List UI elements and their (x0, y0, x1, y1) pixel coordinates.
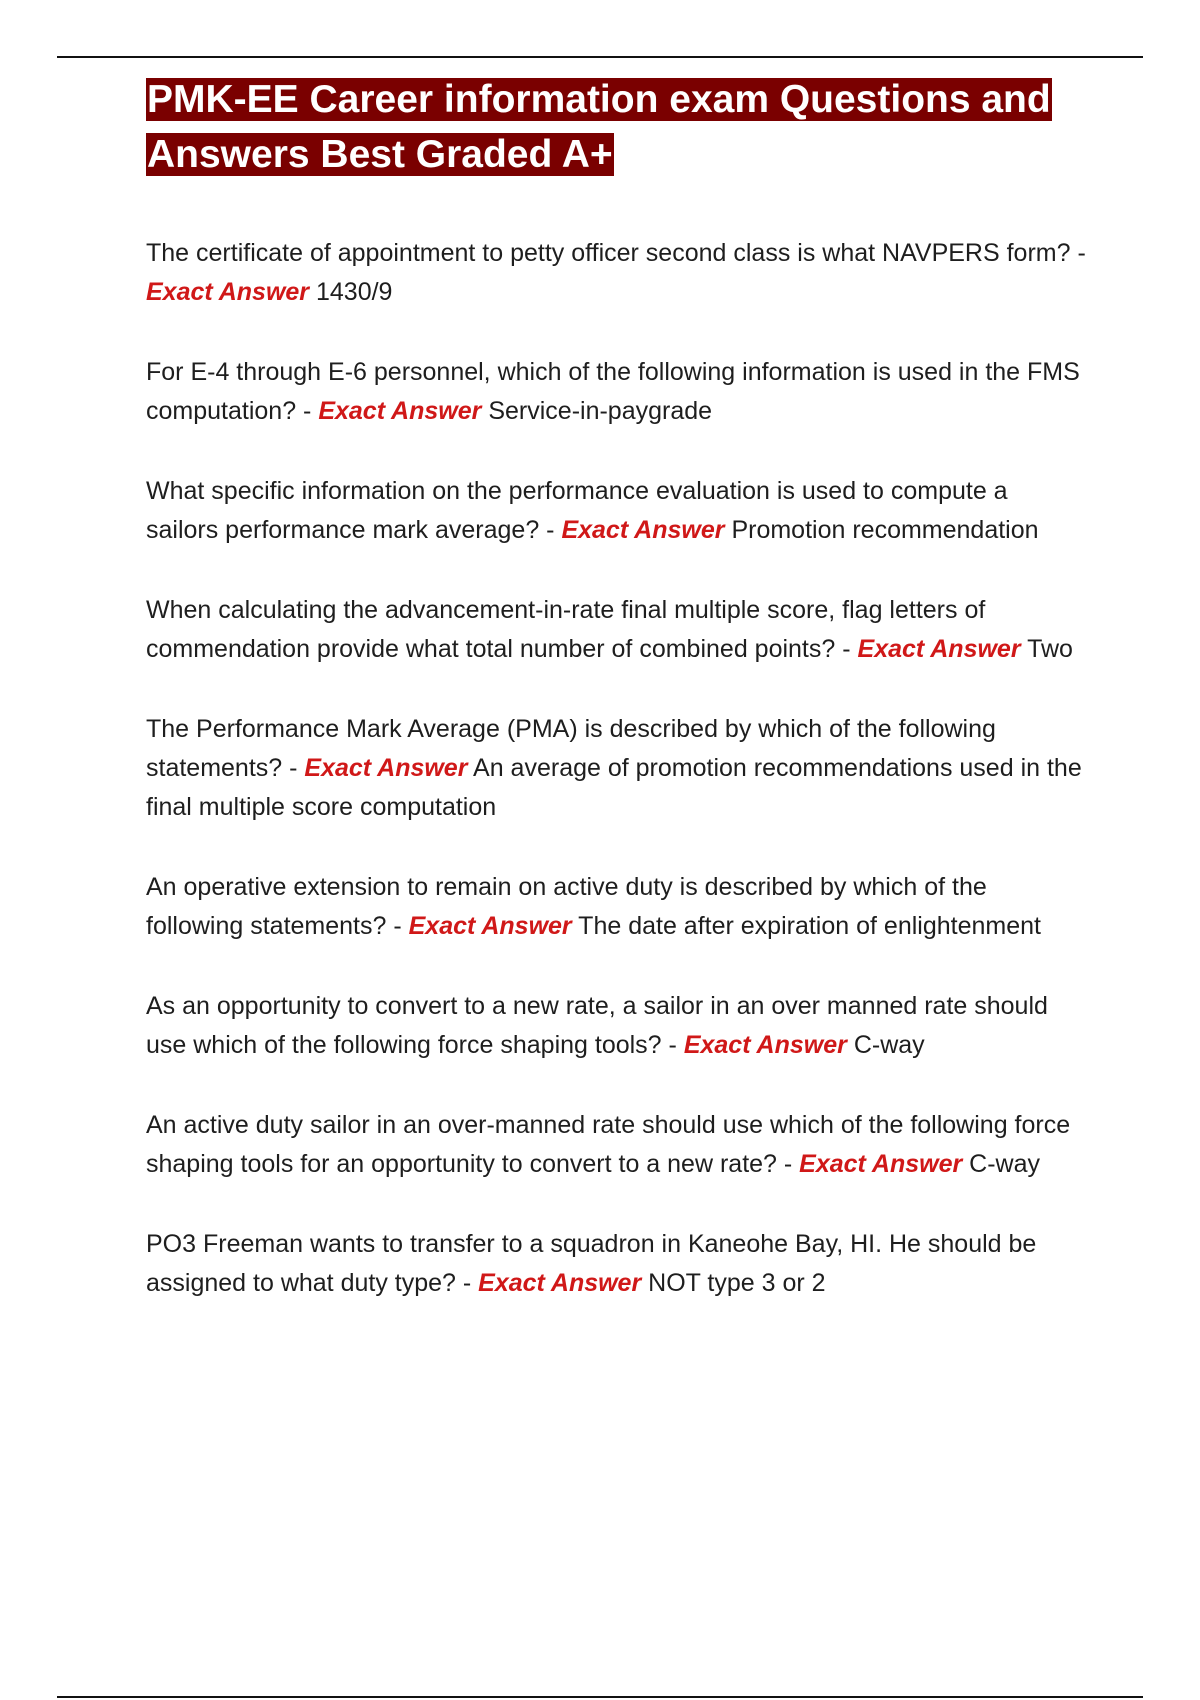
document-body (146, 72, 1086, 1344)
separator: - (776, 1150, 800, 1178)
answer-label: Exact Answer (561, 516, 725, 544)
separator: - (1070, 239, 1086, 267)
question-text: What specific information on the performance evaluation is used to compute a sailors performance mark average? (146, 477, 1008, 544)
answer-text: Two (1027, 635, 1073, 663)
answer-label: Exact Answer (146, 278, 310, 306)
qa-item (146, 868, 1086, 946)
answer-text: Promotion recommendation (731, 516, 1039, 544)
answer-text: The date after expiration of enlightenment (578, 912, 1041, 940)
answer-label: Exact Answer (478, 1269, 642, 1297)
separator: - (661, 1031, 684, 1059)
question-text: As an opportunity to convert to a new rate, a sailor in an over manned rate should use which of the following force shaping tools? (146, 992, 1048, 1059)
qa-item (146, 987, 1086, 1065)
question-text: The Performance Mark Average (PMA) is described by which of the following statements? (146, 715, 996, 782)
answer-label: Exact Answer (318, 397, 482, 425)
separator: - (386, 912, 409, 940)
separator: - (835, 635, 858, 663)
question-text: The certificate of appointment to petty officer second class is what NAVPERS form? (146, 239, 1071, 267)
separator: - (539, 516, 562, 544)
question-text: An active duty sailor in an over-manned rate should use which of the following force shaping tools for an opportunity to convert to a new rate? (146, 1111, 1071, 1178)
separator: - (282, 754, 305, 782)
question-text: PO3 Freeman wants to transfer to a squadron in Kaneohe Bay, HI. He should be assigned to what duty type? (146, 1230, 1037, 1297)
bottom-rule (57, 1696, 1143, 1698)
answer-text: An average of promotion recommendations used in the final multiple score computation (146, 754, 1082, 821)
question-text: When calculating the advancement-in-rate final multiple score, flag letters of commendation provide what total number of combined points? (146, 596, 986, 663)
qa-item (146, 472, 1086, 550)
answer-text: C-way (969, 1150, 1041, 1178)
document-title (146, 72, 1086, 182)
qa-item (146, 353, 1086, 431)
answer-label: Exact Answer (857, 635, 1021, 663)
question-text: For E-4 through E-6 personnel, which of the following information is used in the FMS computation? (146, 358, 1080, 425)
answer-label: Exact Answer (799, 1150, 963, 1178)
separator: - (296, 397, 319, 425)
qa-list (146, 234, 1086, 1303)
document-title-text: PMK-EE Career information exam Questions and Answers Best Graded A+ (147, 78, 1051, 176)
qa-item (146, 591, 1086, 669)
qa-item (146, 234, 1086, 312)
answer-text: Service-in-paygrade (488, 397, 713, 425)
answer-text: C-way (853, 1031, 925, 1059)
answer-label: Exact Answer (683, 1031, 847, 1059)
question-text: An operative extension to remain on active duty is described by which of the following statements? (146, 873, 987, 940)
answer-text: NOT type 3 or 2 (648, 1269, 826, 1297)
qa-item (146, 710, 1086, 827)
answer-text: 1430/9 (316, 278, 393, 306)
answer-label: Exact Answer (304, 754, 468, 782)
top-rule (57, 56, 1143, 58)
answer-label: Exact Answer (408, 912, 572, 940)
separator: - (455, 1269, 479, 1297)
qa-item (146, 1225, 1086, 1303)
qa-item (146, 1106, 1086, 1184)
